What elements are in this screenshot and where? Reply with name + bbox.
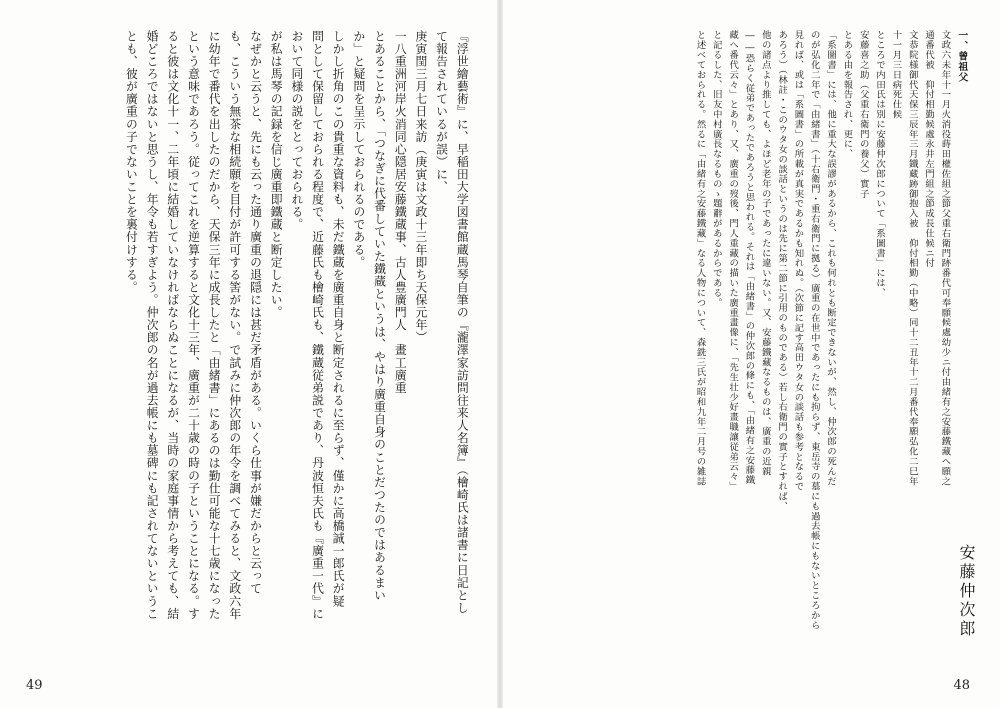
paragraph: 見れば、或は「系圖書」の所載が真実であるかも知れぬ。（次節に記す高田ウタ女の談話も参考となるで	[793, 30, 805, 492]
paragraph: 「系圖書」には、他に重大な誤謬があるから、これも何れとも断定できないが、然し、仲次郎の死んだ	[825, 30, 838, 486]
paragraph: という意味であろう。従ってこれを逆算すると文化十三年、廣重が二十歳の時の子ということになる。す	[186, 30, 201, 620]
paragraph: 文恭院様御代天保三辰年三月鐵藏跡御抱入被 仰付相勤（中略）同十二丑年十二月番代奉願弘化二巳年	[907, 30, 919, 486]
paragraph: 藏へ番代云々」とあり、又、廣重の歿後、門人重藏の描いた廣重畫像に、「先生壮少好畫職讓従弟云々」	[728, 30, 740, 492]
paragraph: ――恐らく従弟であったであろうと思われる。それは「由緒書」の仲次郎の條にも、「由緒有之安藤鐵	[744, 30, 756, 485]
paragraph: も、こういう無茶な相続願を目付が許可する筈がない。で試みに仲次郎の年令を調べてみると、文政六年	[227, 30, 242, 620]
paragraph: に幼年で番代を出したのだから、天保三年に成長したと「由緒書」にあるのは勤仕可能な十七歳になった	[206, 30, 221, 620]
section-heading: 一、曾祖父	[956, 30, 968, 83]
page-number-left: 49	[26, 678, 43, 693]
paragraph: とある由を報告され、更に、	[842, 30, 854, 159]
paragraph: ると彼は文化十一、二年頃に結婚していなければならぬことになるが、当時の家庭事情から考えても、結	[165, 30, 180, 620]
paragraph: おいて同様の説をとっておられる。	[289, 30, 304, 231]
paragraph: 他の諸点より推しても、よほど老年の子であったに違いない。又、安藤鐵藏なるものは、廣重の近親	[760, 30, 772, 477]
paragraph: 婚どころではないと思うし、年令も若すぎよう。仲次郎の名が過去帳にも墓碑にも記されてないというこ	[144, 30, 159, 620]
right-page	[500, 0, 1000, 708]
paragraph: とあることから、「つなぎに代番していた鐵蔵というは、やはり廣重自身のことだつたのではあるまい	[372, 30, 387, 602]
author-name: 安藤仲次郎	[957, 544, 976, 639]
paragraph: のが弘化二年で「由緒書」（十右衛門・重右衛門に拠る）廣重の在世中であったにも拘らず、東岳寺の墓にも過去帳にもないところから	[809, 30, 821, 630]
left-page-text	[121, 30, 472, 620]
paragraph: と述べておられる。然るに「由緒有之安藤鐵藏」なる人物について、森銑三氏が昭和九年二月号の雑誌	[695, 30, 707, 486]
paragraph: と記るした、旧友中村廣長なるものゝ題辭があるからである。	[711, 30, 723, 308]
paragraph: 問として保留しておられる程度で、近藤氏も檜崎氏も、鐵蔵従弟説であり、丹波恒夫氏も『廣重一代』に	[310, 30, 325, 620]
paragraph: 一八重洲河岸火消同心隠居安藤鐵蔵事、古人豊廣門人 畫工廣重	[392, 30, 408, 395]
paragraph: 文政六未年十一月火消役蒔田權佐組之節父重右衛門跡番代可奉願候處幼少ニ付由緒有之安藤鐵藏へ願之	[940, 30, 952, 486]
paragraph: 庚寅閏三月七日来訪（庚寅は文政十三年即ち天保元年）	[413, 30, 428, 344]
paragraph: 『浮世繪藝術』に、早稲田大学図書館蔵馬琴自筆の『瀧澤家訪問往来人名簿』（檜崎氏は諸書に日記とし	[455, 30, 470, 615]
paragraph: 通番代被 仰付相勤候處永井左門組之節成長仕候ニ付	[923, 30, 936, 268]
paragraph: なぜかと云うと、先にも云った通り廣重の退隠には甚だ矛盾がある。いくら仕事が嫌だからと云って	[248, 30, 263, 595]
paragraph: しかし折角のこの貴重な資料も、未だ鐵蔵を廣重自身と断定されるに至らず、僅かに高橋誠一郎氏が疑	[330, 30, 345, 608]
paragraph: か」と疑問を呈示しておられるのである。	[351, 30, 366, 269]
page-number-right: 48	[953, 678, 970, 693]
paragraph: あろう）（林註・このウタ女の談話というのは先に第二節に引用のものである）若し右衛門の實子とすれば、	[776, 30, 789, 512]
right-page-text	[692, 30, 970, 630]
paragraph: 十一月三日病死仕候	[891, 30, 903, 120]
paragraph: とも、彼が廣重の子でないことを裏付けする。	[124, 30, 139, 294]
paragraph: 安藤喜之助（父重右衛門の養父）實子	[858, 30, 870, 199]
paragraph: が私は馬琴の記録を信じ廣重即鐵蔵と断定したい。	[268, 30, 283, 319]
paragraph: ところで内田氏は別に安藤仲次郎について「系圖書」には、	[874, 30, 887, 298]
paragraph: て報告されているが誤）に、	[434, 30, 449, 194]
